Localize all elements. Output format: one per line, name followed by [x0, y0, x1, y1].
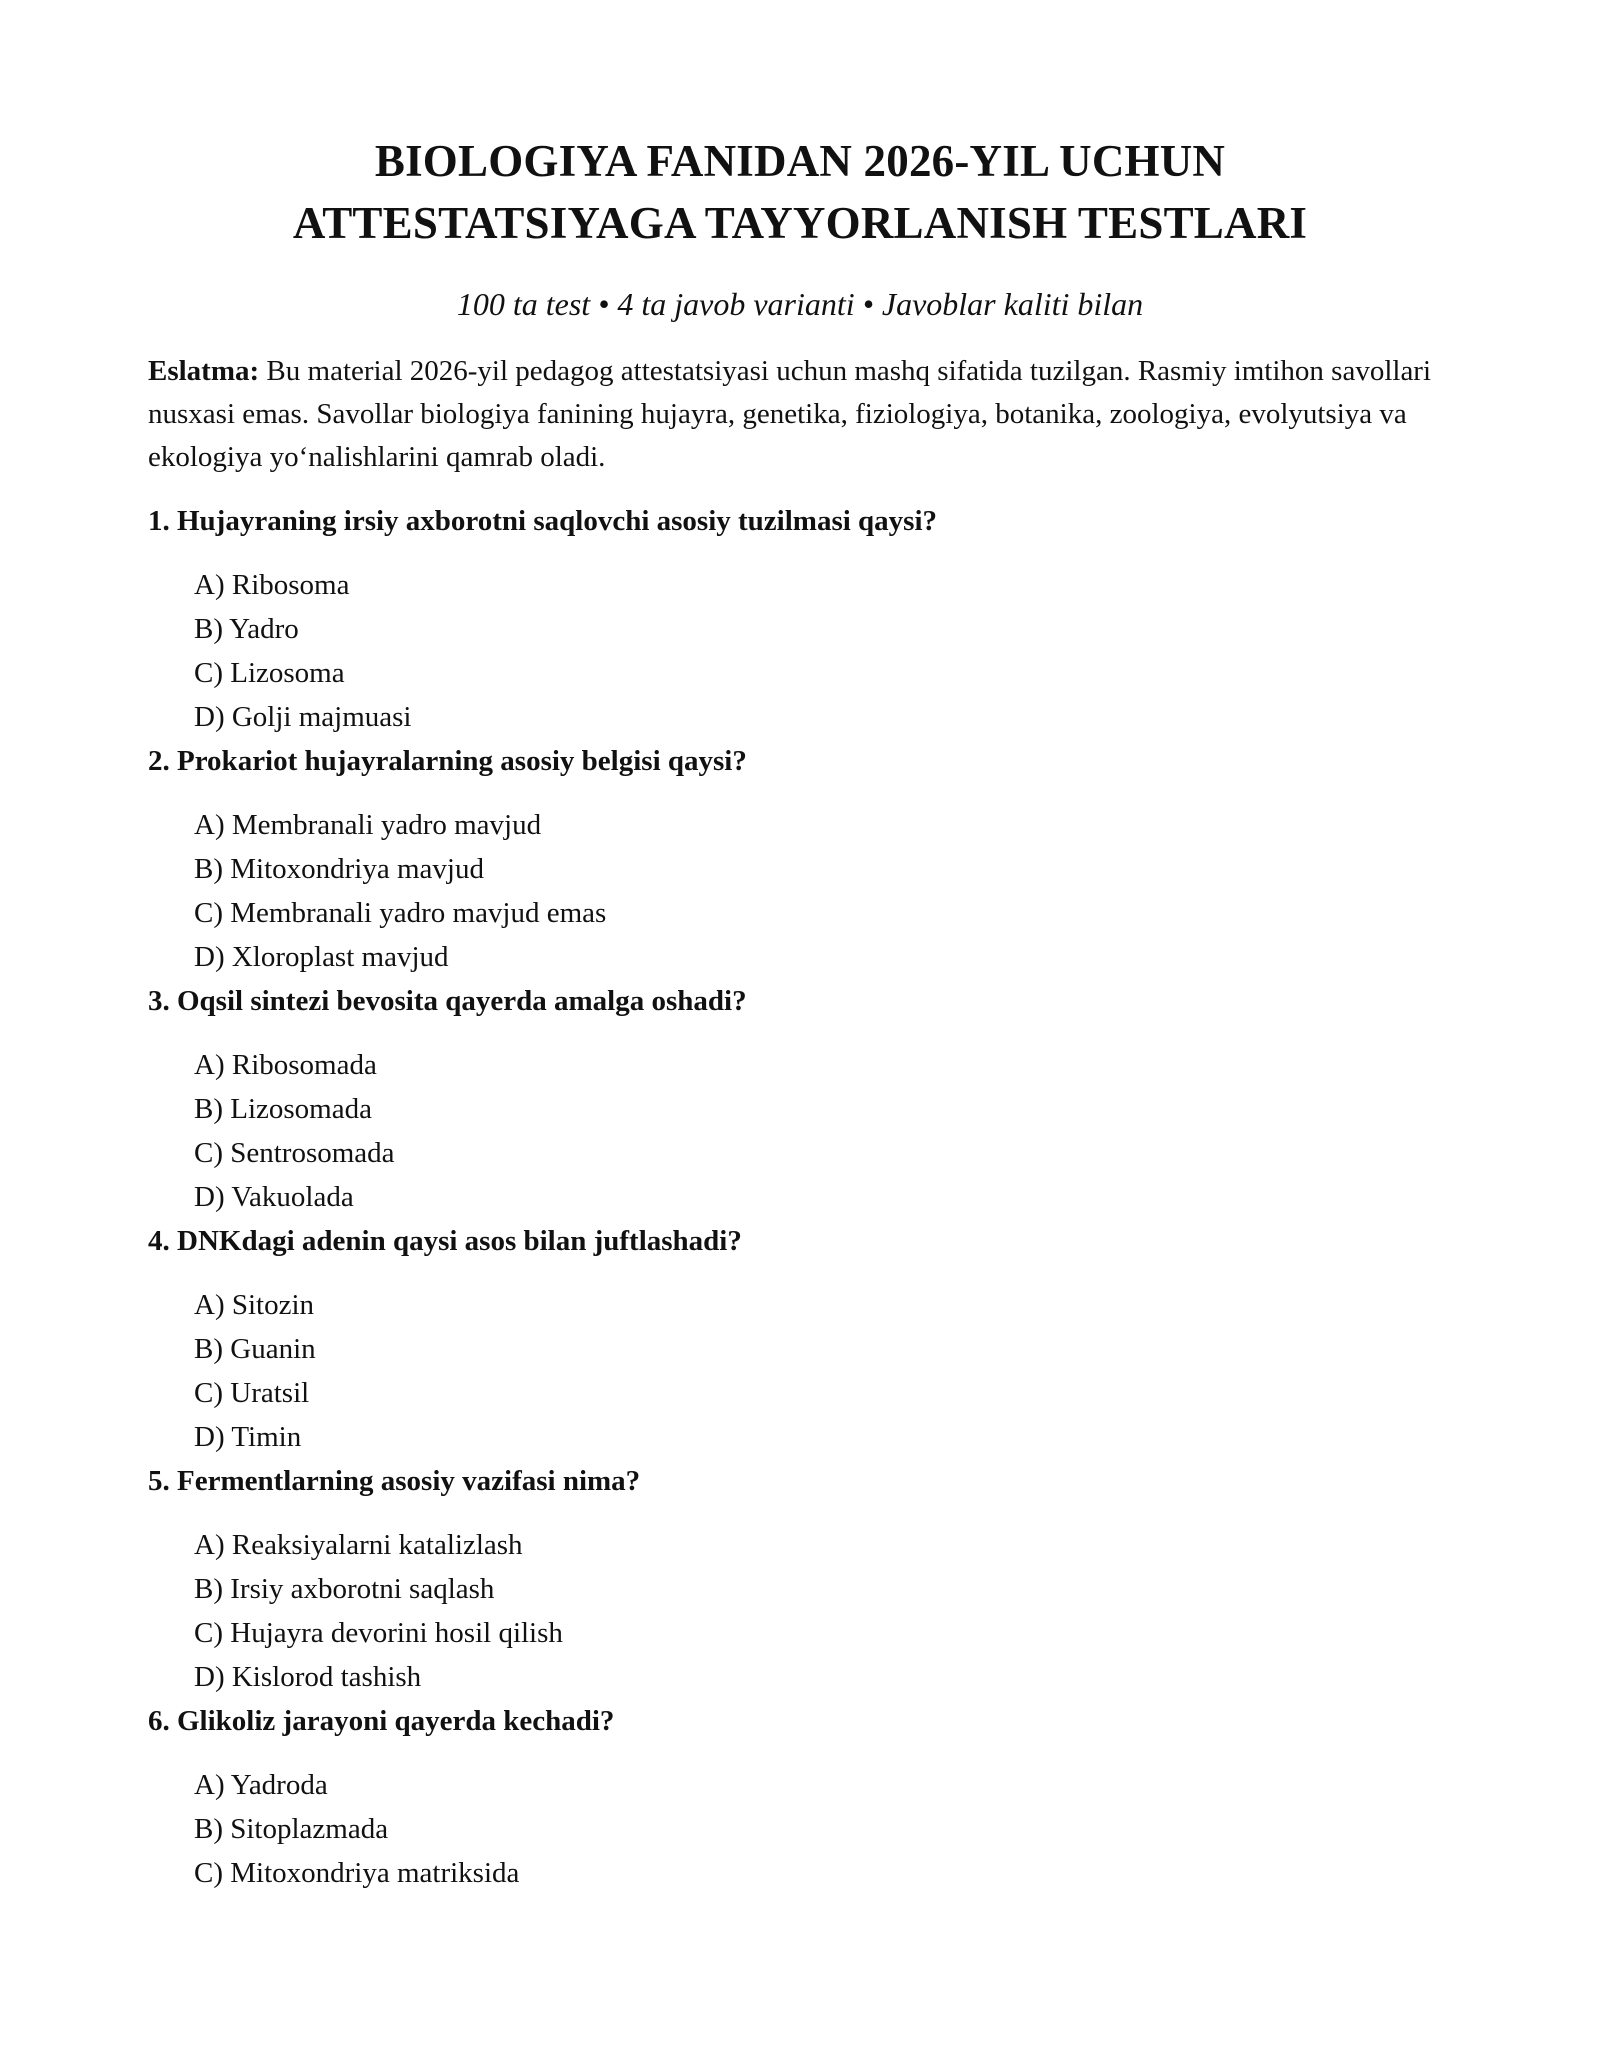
question-item: [148, 499, 1452, 739]
note-paragraph: [148, 350, 1452, 479]
answer-option: B) Lizosomada: [194, 1093, 372, 1125]
answer-option: A) Reaksiyalarni katalizlash: [194, 1529, 523, 1561]
answer-options: [148, 803, 1452, 979]
question-text: 2. Prokariot hujayralarning asosiy belgisi qaysi?: [148, 745, 747, 777]
note-text: Bu material 2026-yil pedagog attestatsiyasi uchun mashq sifatida tuzilgan. Rasmiy imtihon savollari nusxasi emas. Savollar biologiya fanining hujayra, genetika, fiziologiya, botanika, zoologiya, evolyutsiya va ekologiya yo‘nalishlarini qamrab oladi.: [148, 355, 1432, 473]
title-line-2: ATTESTATSIYAGA TAYYORLANISH TESTLARI: [292, 198, 1308, 248]
answer-option: C) Hujayra devorini hosil qilish: [194, 1617, 563, 1649]
answer-options: [148, 1523, 1452, 1699]
answer-option: A) Membranali yadro mavjud: [194, 809, 542, 841]
answer-option: B) Yadro: [194, 613, 299, 645]
answer-option: B) Sitoplazmada: [194, 1813, 389, 1845]
answer-option: D) Timin: [194, 1421, 302, 1453]
answer-option: C) Uratsil: [194, 1377, 310, 1409]
question-text: 5. Fermentlarning asosiy vazifasi nima?: [148, 1465, 641, 1497]
question-text: 6. Glikoliz jarayoni qayerda kechadi?: [148, 1705, 615, 1737]
question-text: 4. DNKdagi adenin qaysi asos bilan juftlashadi?: [148, 1225, 742, 1257]
answer-option: C) Membranali yadro mavjud emas: [194, 897, 607, 929]
question-item: [148, 1219, 1452, 1459]
question-item: [148, 1699, 1452, 1895]
question-item: [148, 979, 1452, 1219]
document-subtitle: 100 ta test • 4 ta javob varianti • Javoblar kaliti bilan: [456, 286, 1144, 322]
answer-option: D) Vakuolada: [194, 1181, 354, 1213]
answer-option: D) Xloroplast mavjud: [194, 941, 449, 973]
answer-options: [148, 1043, 1452, 1219]
answer-options: [148, 1763, 1452, 1895]
answer-options: [148, 1283, 1452, 1459]
question-list: [148, 499, 1452, 1895]
answer-option: A) Sitozin: [194, 1289, 315, 1321]
answer-option: A) Ribosoma: [194, 569, 350, 601]
question-item: [148, 1459, 1452, 1699]
answer-option: C) Sentrosomada: [194, 1137, 395, 1169]
answer-option: A) Ribosomada: [194, 1049, 377, 1081]
question-text: 3. Oqsil sintezi bevosita qayerda amalga oshadi?: [148, 985, 747, 1017]
note-label: Eslatma:: [148, 355, 260, 387]
answer-option: D) Golji majmuasi: [194, 701, 412, 733]
answer-option: A) Yadroda: [194, 1769, 328, 1801]
answer-option: C) Lizosoma: [194, 657, 345, 689]
answer-option: B) Irsiy axborotni saqlash: [194, 1573, 495, 1605]
document-page: [148, 130, 1452, 1895]
question-text: 1. Hujayraning irsiy axborotni saqlovchi asosiy tuzilmasi qaysi?: [148, 505, 938, 537]
document-title: [148, 130, 1452, 254]
answer-options: [148, 563, 1452, 739]
answer-option: B) Mitoxondriya mavjud: [194, 853, 484, 885]
answer-option: B) Guanin: [194, 1333, 316, 1365]
answer-option: D) Kislorod tashish: [194, 1661, 422, 1693]
title-line-1: BIOLOGIYA FANIDAN 2026-YIL UCHUN: [374, 136, 1226, 186]
answer-option: C) Mitoxondriya matriksida: [194, 1857, 520, 1889]
question-item: [148, 739, 1452, 979]
